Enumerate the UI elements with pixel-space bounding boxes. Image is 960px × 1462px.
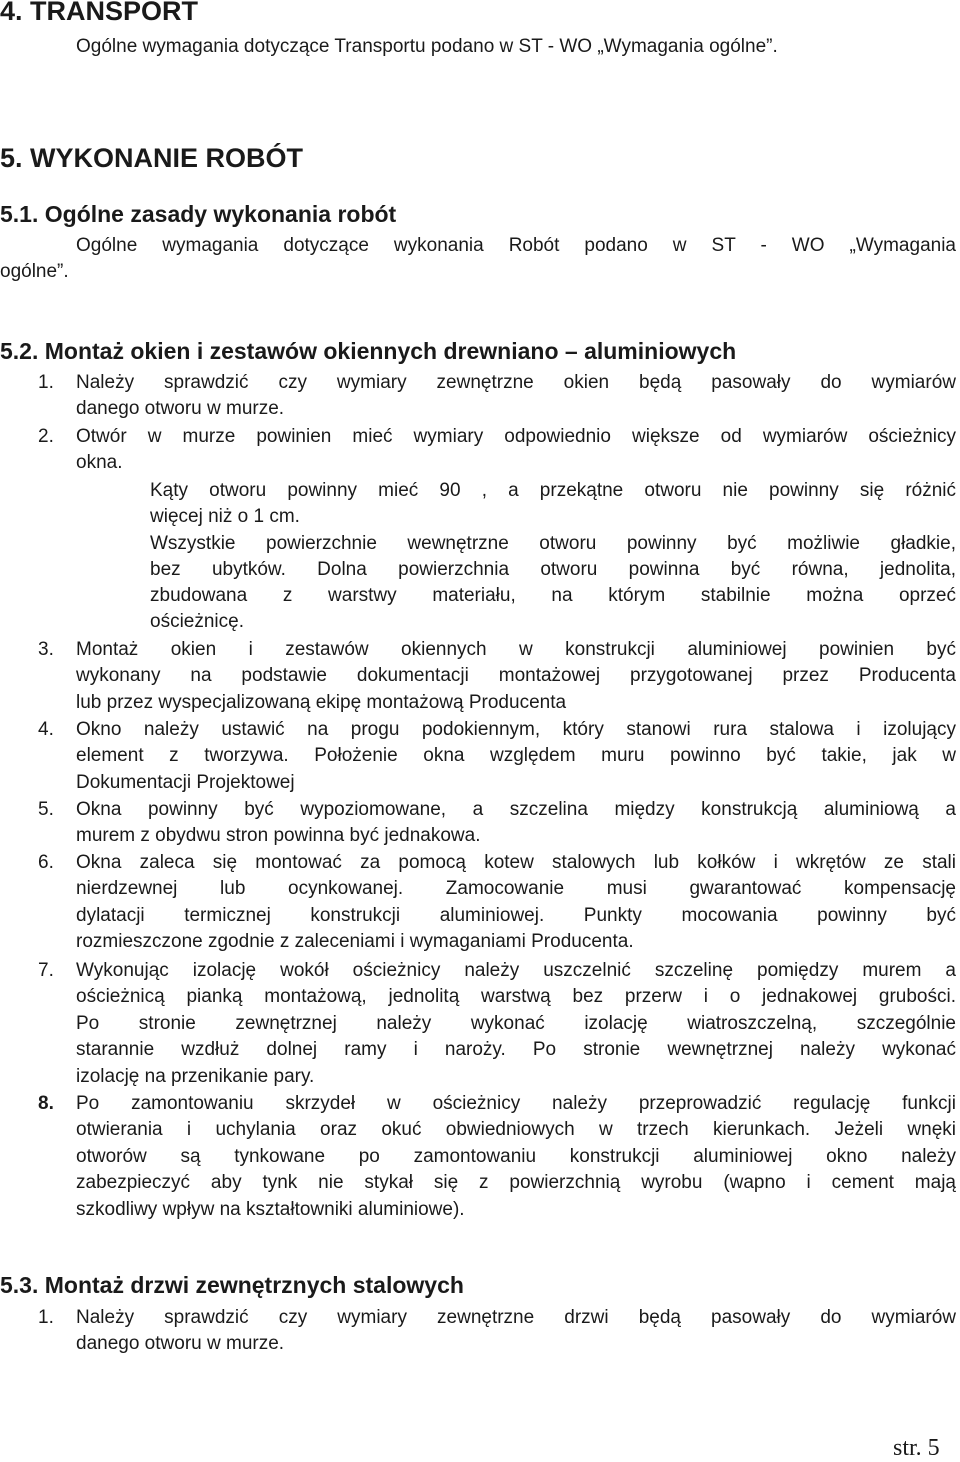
list-item-line: danego otworu w murze. — [76, 398, 285, 420]
list-item — [76, 1091, 956, 1223]
list-number: 5. — [38, 799, 54, 820]
list-number: 1. — [38, 372, 54, 393]
list-item-line: murem z obydwu stron powinna być jednakowa. — [76, 825, 481, 847]
list-item-line: lub przez wyspecjalizowaną ekipę montażową Producenta — [76, 691, 567, 713]
list-item-line: danego otworu w murze. — [76, 1333, 285, 1355]
list-item-line: rozmieszczone zgodnie z zaleceniami i wymaganiami Producenta. — [76, 931, 634, 953]
list-item-line: Dokumentacji Projektowej — [76, 771, 295, 793]
list-item — [76, 424, 956, 477]
list-number: 3. — [38, 639, 54, 660]
list-item-line: okna. — [76, 452, 123, 474]
list-item — [76, 370, 956, 423]
list-item-line: wykonany na podstawie dokumentacji montażowej przygotowanej przez Producenta — [76, 665, 956, 687]
list-item — [76, 637, 956, 716]
list-item-line: Otwór w murze powinien mieć wymiary odpowiednio większe od wymiarów ościeżnicy — [76, 426, 956, 447]
sub-paragraph-line: więcej niż o 1 cm. — [150, 506, 300, 527]
section-4-text: Ogólne wymagania dotyczące Transportu podano w ST - WO „Wymagania ogólne”. — [76, 36, 778, 57]
sub-paragraph-line: Kąty otworu powinny mieć 90 , a przekątne otworu nie powinny się różnić — [150, 480, 956, 501]
list-item — [76, 850, 956, 956]
list-item-line: szkodliwy wpływ na kształtowniki aluminiowe). — [76, 1198, 465, 1220]
list-number: 8. — [38, 1093, 54, 1114]
list-item-line: nierdzewnej lub ocynkowanej. Zamocowanie musi gwarantować kompensację — [76, 878, 956, 900]
list-item-line: starannie wzdłuż dolnej ramy i naroży. Po stronie wewnętrznej należy wykonać — [76, 1039, 956, 1061]
list-item-line: zabezpieczyć aby tynk nie stykał się z powierzchnią wyrobu (wapno i cement mają — [76, 1172, 956, 1194]
list-item-line: Należy sprawdzić czy wymiary zewnętrzne drzwi będą pasowały do wymiarów — [76, 1307, 956, 1328]
list-item-line: Okna zaleca się montować za pomocą kotew stalowych lub kołków i wkrętów ze stali — [76, 852, 956, 873]
list-number: 2. — [38, 426, 54, 447]
list-item-line: element z tworzywa. Położenie okna względem muru powinno być takie, jak w — [76, 745, 956, 767]
list-number: 6. — [38, 852, 54, 873]
list-item — [76, 1305, 956, 1358]
list-item-line: Wykonując izolację wokół ościeżnicy należy uszczelnić szczelinę pomiędzy murem a — [76, 960, 956, 981]
section-5-1-text-line-1: Ogólne wymagania dotyczące wykonania Robót podano w ST - WO „Wymagania — [76, 235, 956, 256]
list-number: 7. — [38, 960, 54, 981]
section-5-heading: 5. WYKONANIE ROBÓT — [0, 143, 304, 173]
list-item-line: Okno należy ustawić na progu podokiennym, który stanowi rura stalowa i izolujący — [76, 719, 956, 740]
list-item-line: otworów są tynkowane po zamontowaniu konstrukcji aluminiowej okno należy — [76, 1145, 956, 1167]
section-5-2-heading: 5.2. Montaż okien i zestawów okiennych drewniano – aluminiowych — [0, 338, 737, 364]
sub-paragraph-line: bez ubytków. Dolna powierzchnia otworu powinna być równa, jednolita, — [150, 559, 956, 580]
sub-paragraph-angles — [150, 478, 956, 530]
sub-paragraph-line: ościeżnicę. — [150, 611, 244, 632]
sub-paragraph-surfaces — [150, 531, 956, 635]
section-5-1-heading: 5.1. Ogólne zasady wykonania robót — [0, 201, 397, 227]
list-item-line: otwierania i uchylania oraz okuć obwiedniowych w trzech kierunkach. Jeżeli wnęki — [76, 1119, 956, 1141]
section-5-3-heading: 5.3. Montaż drzwi zewnętrznych stalowych — [0, 1272, 464, 1298]
list-item-line: Po zamontowaniu skrzydeł w ościeżnicy należy przeprowadzić regulację funkcji — [76, 1093, 956, 1114]
list-number: 1. — [38, 1307, 54, 1328]
list-item — [76, 958, 956, 1090]
sub-paragraph-line: zbudowana z warstwy materiału, na którym stabilnie można oprzeć — [150, 585, 956, 606]
list-item-line: izolację na przenikanie pary. — [76, 1065, 315, 1087]
list-number: 4. — [38, 719, 54, 740]
list-item-line: dylatacji termicznej konstrukcji aluminiowej. Punkty mocowania powinny być — [76, 904, 956, 926]
list-item — [76, 717, 956, 796]
list-item-line: Montaż okien i zestawów okiennych w konstrukcji aluminiowej powinien być — [76, 639, 956, 660]
list-item-line: ościeżnicą pianką montażową, jednolitą warstwą bez przerw i o jednakowej grubości. — [76, 986, 956, 1008]
page-number: str. 5 — [893, 1435, 940, 1461]
section-5-1-text-line-2: ogólne”. — [0, 261, 69, 282]
sub-paragraph-line: Wszystkie powierzchnie wewnętrzne otworu powinny być możliwie gładkie, — [150, 533, 956, 554]
list-item-line: Po stronie zewnętrznej należy wykonać izolację wiatroszczelną, szczególnie — [76, 1012, 956, 1034]
list-item-line: Okna powinny być wypoziomowane, a szczelina między konstrukcją aluminiową a — [76, 799, 956, 820]
section-4-heading: 4. TRANSPORT — [0, 0, 199, 26]
list-item — [76, 797, 956, 850]
list-item-line: Należy sprawdzić czy wymiary zewnętrzne okien będą pasowały do wymiarów — [76, 372, 956, 393]
